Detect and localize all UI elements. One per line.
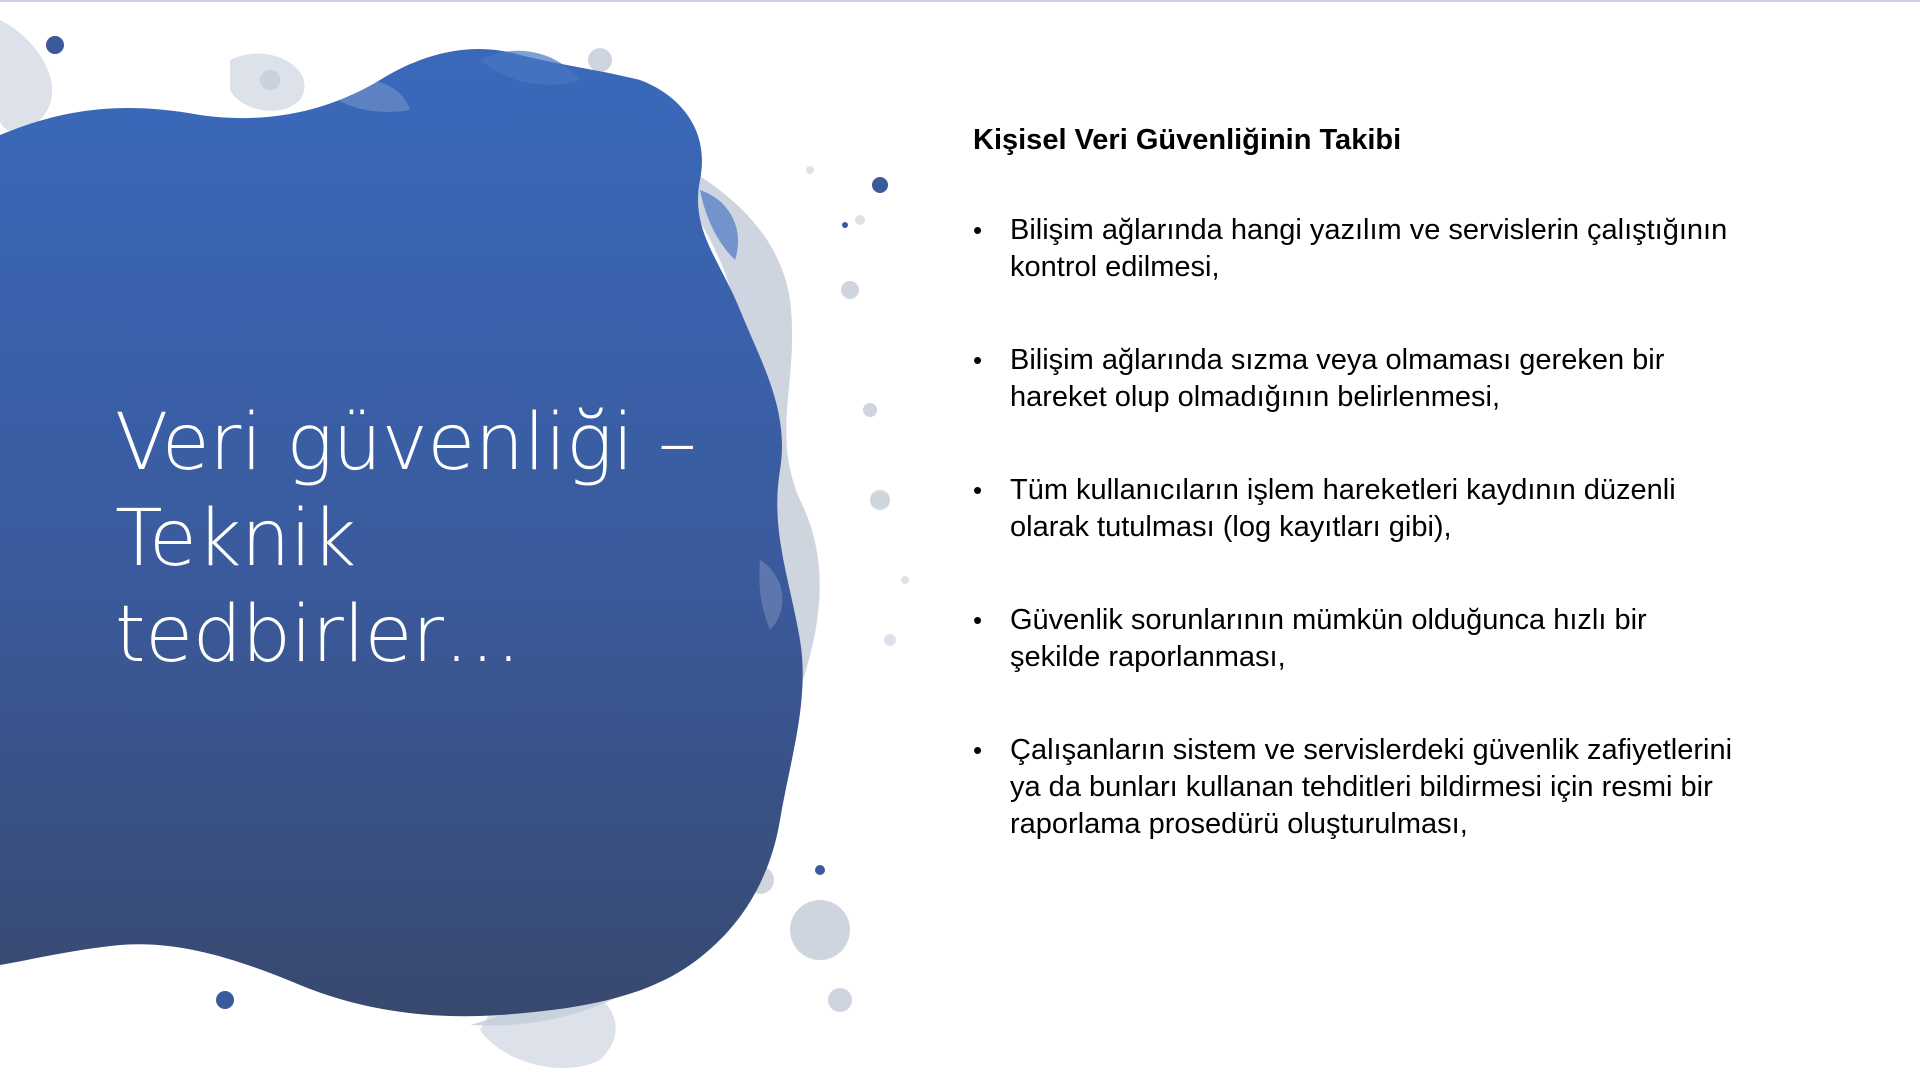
title-line: Teknik <box>115 494 356 584</box>
bullet-icon: • <box>973 345 983 375</box>
bullet-text-line: Bilişim ağlarında sızma veya olmaması gereken bir <box>1010 344 1665 376</box>
bullet-icon: • <box>973 475 983 505</box>
bullet-text-line: hareket olup olmadığının belirlenmesi, <box>1010 381 1501 413</box>
bullet-item <box>973 602 1793 676</box>
content-heading: Kişisel Veri Güvenliğinin Takibi <box>973 124 1402 156</box>
bullet-item <box>973 732 1793 843</box>
bullet-text-line: Tüm kullanıcıların işlem hareketleri kaydının düzenli <box>1010 474 1676 506</box>
bullet-text-line: kontrol edilmesi, <box>1010 251 1220 283</box>
bullet-icon: • <box>973 735 983 765</box>
bullet-item <box>973 212 1793 286</box>
bullet-text-line: Güvenlik sorunlarının mümkün olduğunca hızlı bir <box>1010 604 1647 636</box>
bullet-text-line: raporlama prosedürü oluşturulması, <box>1010 808 1468 840</box>
bullet-list <box>973 212 1793 843</box>
content-area <box>973 120 1793 899</box>
slide-title <box>115 395 735 683</box>
bullet-text-line: Çalışanların sistem ve servislerdeki güvenlik zafiyetlerini <box>1010 734 1733 766</box>
bullet-text-line: şekilde raporlanması, <box>1010 641 1286 673</box>
bullet-text-line: Bilişim ağlarında hangi yazılım ve servislerin çalıştığının <box>1010 214 1728 246</box>
title-line: Veri güvenliği – <box>115 398 697 488</box>
bullet-text-line: ya da bunları kullanan tehditleri bildirmesi için resmi bir <box>1010 771 1713 803</box>
title-line: tedbirler… <box>115 590 522 680</box>
bullet-text-line: olarak tutulması (log kayıtları gibi), <box>1010 511 1452 543</box>
bullet-icon: • <box>973 215 983 245</box>
bullet-item <box>973 472 1793 546</box>
bullet-item <box>973 342 1793 416</box>
bullet-icon: • <box>973 605 983 635</box>
